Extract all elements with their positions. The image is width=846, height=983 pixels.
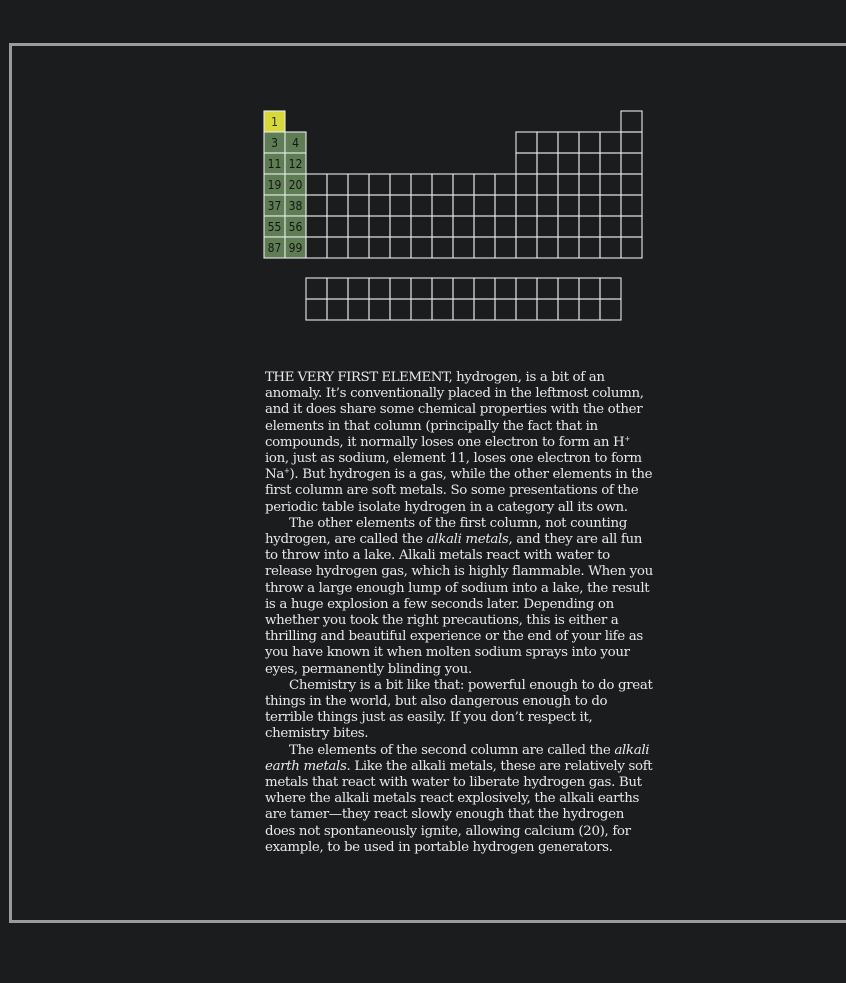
element-cell-empty bbox=[537, 174, 558, 195]
element-cell-empty bbox=[327, 195, 348, 216]
term-alkali-metals: alkali metals bbox=[426, 532, 509, 548]
paragraph-text: The other elements of the first column, not counting hydrogen, are called the bbox=[265, 515, 627, 548]
element-cell-empty bbox=[327, 216, 348, 237]
element-cell-empty bbox=[558, 195, 579, 216]
f-block-cell bbox=[369, 299, 390, 320]
element-cell-empty bbox=[432, 216, 453, 237]
element-cell-empty bbox=[432, 237, 453, 258]
element-cell-empty bbox=[327, 237, 348, 258]
element-cell-empty bbox=[474, 237, 495, 258]
paragraph-alkali-metals bbox=[265, 516, 657, 678]
element-number-55: 55 bbox=[267, 220, 282, 234]
lead-in-caps: THE VERY FIRST ELEMENT, bbox=[265, 370, 453, 385]
element-cell-empty bbox=[558, 153, 579, 174]
element-cell-empty bbox=[369, 174, 390, 195]
f-block-cell bbox=[348, 299, 369, 320]
element-cell-empty bbox=[558, 216, 579, 237]
paragraph-text: , and they are all fun to throw into a lake. Alkali metals react with water to release hydrogen gas, which is highly flammable. When you throw a large enough lump of sodium into a lake, the result is a huge explosion a few seconds later. Depending on whether you took the right precautions, this is either a thrilling and beautiful experience or the end of your life as you have known it when molten sodium sprays into your eyes, permanently blinding you. bbox=[265, 532, 653, 677]
element-cell-empty bbox=[537, 237, 558, 258]
element-cell-empty bbox=[306, 237, 327, 258]
element-cell-empty bbox=[369, 195, 390, 216]
f-block-cell bbox=[327, 278, 348, 299]
element-number-1: 1 bbox=[271, 115, 278, 129]
element-cell-empty bbox=[579, 153, 600, 174]
f-block-cell bbox=[348, 278, 369, 299]
element-cell-empty bbox=[453, 216, 474, 237]
element-cell-empty bbox=[411, 174, 432, 195]
element-cell-empty bbox=[495, 237, 516, 258]
article-body bbox=[265, 370, 657, 856]
element-number-12: 12 bbox=[288, 157, 303, 171]
element-number-3: 3 bbox=[271, 136, 278, 150]
element-cell-empty bbox=[348, 195, 369, 216]
element-cell-empty bbox=[558, 132, 579, 153]
paragraph-text: hydrogen, is a bit of an anomaly. It’s conventionally placed in the leftmost column, and it does share some chemical properties with the other elements in that column (principally the fact that in compounds, it normally loses one electron to form an H bbox=[265, 370, 644, 450]
f-block-cell bbox=[579, 299, 600, 320]
f-block-cell bbox=[558, 299, 579, 320]
f-block-cell bbox=[369, 278, 390, 299]
f-block-cell bbox=[306, 278, 327, 299]
element-number-56: 56 bbox=[288, 220, 303, 234]
element-cell-empty bbox=[474, 216, 495, 237]
element-cell-empty bbox=[390, 195, 411, 216]
f-block-cell bbox=[453, 278, 474, 299]
element-number-11: 11 bbox=[267, 157, 282, 171]
f-block-cell bbox=[390, 299, 411, 320]
element-cell-empty bbox=[390, 237, 411, 258]
f-block-cell bbox=[516, 299, 537, 320]
element-cell-empty bbox=[453, 195, 474, 216]
element-cell-empty bbox=[621, 174, 642, 195]
element-cell-empty bbox=[600, 132, 621, 153]
element-cell-empty bbox=[348, 174, 369, 195]
f-block-cell bbox=[474, 278, 495, 299]
element-cell-empty bbox=[516, 195, 537, 216]
f-block-cell bbox=[600, 278, 621, 299]
element-cell-empty bbox=[621, 132, 642, 153]
element-cell-empty bbox=[453, 174, 474, 195]
f-block-cell bbox=[327, 299, 348, 320]
f-block-cell bbox=[390, 278, 411, 299]
element-cell-empty bbox=[579, 195, 600, 216]
f-block-cell bbox=[453, 299, 474, 320]
element-cell-empty bbox=[621, 153, 642, 174]
element-cell-empty bbox=[432, 195, 453, 216]
f-block-cell bbox=[432, 299, 453, 320]
paragraph-chemistry-bites: Chemistry is a bit like that: powerful enough to do great things in the world, but also dangerous enough to do terrible things just as easily. If you don’t respect it, chemistry bites. bbox=[265, 677, 653, 742]
term-alkali-earth-metals: alkali earth metals bbox=[265, 742, 650, 774]
element-cell-empty bbox=[516, 132, 537, 153]
element-cell-empty bbox=[579, 132, 600, 153]
periodic-table-diagram bbox=[0, 0, 846, 340]
element-cell-empty bbox=[306, 174, 327, 195]
superscript-plus: + bbox=[284, 467, 290, 476]
element-cell-empty bbox=[411, 195, 432, 216]
paragraph-text: . Like the alkali metals, these are relatively soft metals that react with water to liberate hydrogen gas. But where the alkali metals react explosively, the alkali earths are tamer—they react slowly enough that the hydrogen does not spontaneously ignite, allowing calcium (20), for example, to be used in portable hydrogen generators. bbox=[265, 758, 653, 855]
element-cell-empty bbox=[327, 174, 348, 195]
element-number-87: 87 bbox=[267, 241, 282, 255]
element-cell-empty bbox=[516, 174, 537, 195]
element-cell-empty bbox=[516, 216, 537, 237]
element-cell-empty bbox=[432, 174, 453, 195]
element-number-38: 38 bbox=[288, 199, 303, 213]
element-cell-empty bbox=[537, 216, 558, 237]
element-cell-empty bbox=[306, 195, 327, 216]
element-cell-empty bbox=[390, 216, 411, 237]
f-block-cell bbox=[474, 299, 495, 320]
element-number-37: 37 bbox=[267, 199, 282, 213]
element-cell-empty bbox=[516, 153, 537, 174]
element-cell-empty bbox=[621, 111, 642, 132]
element-cell-empty bbox=[411, 216, 432, 237]
element-cell-empty bbox=[390, 174, 411, 195]
element-cell-empty bbox=[537, 132, 558, 153]
element-cell-empty bbox=[600, 195, 621, 216]
element-cell-empty bbox=[558, 174, 579, 195]
element-cell-empty bbox=[474, 174, 495, 195]
element-cell-empty bbox=[579, 237, 600, 258]
element-cell-empty bbox=[369, 237, 390, 258]
element-cell-empty bbox=[600, 174, 621, 195]
paragraph-alkali-earth-metals bbox=[265, 743, 657, 856]
element-cell-empty bbox=[537, 153, 558, 174]
element-cell-empty bbox=[621, 216, 642, 237]
element-cell-empty bbox=[537, 195, 558, 216]
element-cell-empty bbox=[621, 195, 642, 216]
element-cell-empty bbox=[600, 237, 621, 258]
f-block-cell bbox=[579, 278, 600, 299]
element-cell-empty bbox=[516, 237, 537, 258]
element-cell-empty bbox=[453, 237, 474, 258]
f-block-cell bbox=[537, 299, 558, 320]
element-cell-empty bbox=[474, 195, 495, 216]
f-block-cell bbox=[558, 278, 579, 299]
element-cell-empty bbox=[411, 237, 432, 258]
element-cell-empty bbox=[495, 216, 516, 237]
element-cell-empty bbox=[600, 153, 621, 174]
paragraph-text: ). But hydrogen is a gas, while the other elements in the first column are soft metals. So some presentations of the periodic table isolate hydrogen in a category all its own. bbox=[265, 467, 653, 515]
element-cell-empty bbox=[600, 216, 621, 237]
element-number-20: 20 bbox=[288, 178, 303, 192]
element-number-4: 4 bbox=[292, 136, 299, 150]
paragraph-text: The elements of the second column are called the bbox=[289, 742, 615, 758]
element-number-19: 19 bbox=[267, 178, 282, 192]
element-cell-empty bbox=[348, 237, 369, 258]
element-cell-empty bbox=[558, 237, 579, 258]
element-cell-empty bbox=[579, 216, 600, 237]
element-cell-empty bbox=[579, 174, 600, 195]
paragraph-text: ion, just as sodium, element 11, loses one electron to form Na bbox=[265, 451, 642, 483]
f-block-cell bbox=[600, 299, 621, 320]
element-cell-empty bbox=[369, 216, 390, 237]
f-block-cell bbox=[411, 278, 432, 299]
f-block-cell bbox=[306, 299, 327, 320]
f-block-cell bbox=[495, 278, 516, 299]
element-cell-empty bbox=[495, 195, 516, 216]
f-block-cell bbox=[516, 278, 537, 299]
f-block-cell bbox=[495, 299, 516, 320]
f-block-cell bbox=[432, 278, 453, 299]
paragraph-hydrogen bbox=[265, 370, 657, 516]
element-cell-empty bbox=[306, 216, 327, 237]
f-block-cell bbox=[537, 278, 558, 299]
element-cell-empty bbox=[495, 174, 516, 195]
element-cell-empty bbox=[348, 216, 369, 237]
f-block-cell bbox=[411, 299, 432, 320]
superscript-plus: + bbox=[624, 434, 630, 443]
element-number-99: 99 bbox=[288, 241, 303, 255]
element-cell-empty bbox=[621, 237, 642, 258]
